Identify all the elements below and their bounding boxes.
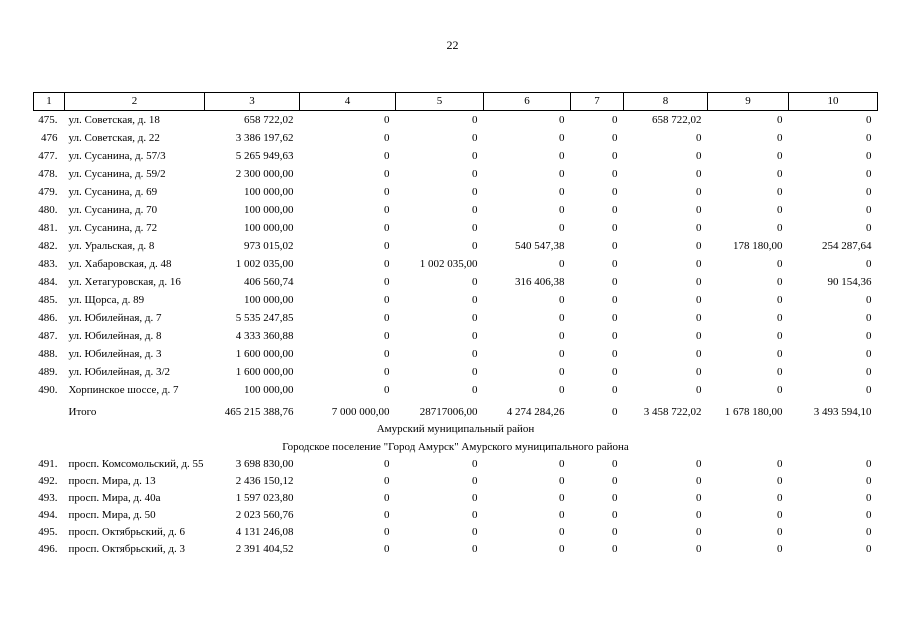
amount-cell-4: 0 — [384, 258, 390, 270]
amount-cell-7: 0 — [612, 543, 618, 555]
total-row — [34, 403, 878, 421]
amount-cell-10: 0 — [866, 492, 872, 504]
amount-cell-7: 0 — [612, 150, 618, 162]
amount-cell-7: 0 — [612, 475, 618, 487]
amount-cell-5: 0 — [472, 204, 478, 216]
table-row — [34, 457, 878, 474]
amount-cell-3: 5 265 949,63 — [235, 150, 294, 162]
amount-cell-7: 0 — [612, 458, 618, 470]
col-header-3: 3 — [205, 93, 300, 111]
total-label: Итого — [68, 406, 97, 418]
table-row — [34, 205, 878, 223]
table-row — [34, 367, 878, 385]
amount-cell-10: 0 — [866, 222, 872, 234]
amount-cell-7: 0 — [612, 384, 618, 396]
amount-cell-8: 0 — [696, 276, 702, 288]
table-row — [34, 525, 878, 542]
amount-cell-7: 0 — [612, 526, 618, 538]
amount-cell-5: 0 — [472, 168, 478, 180]
amount-cell-10: 0 — [866, 186, 872, 198]
table-row — [34, 349, 878, 367]
amount-cell-4: 0 — [384, 366, 390, 378]
table-row — [34, 385, 878, 403]
amount-cell-9: 0 — [777, 150, 783, 162]
col-header-8: 8 — [624, 93, 708, 111]
amount-cell-5: 0 — [472, 366, 478, 378]
amount-cell-6: 0 — [559, 330, 565, 342]
table-row — [34, 241, 878, 259]
amount-cell-9: 0 — [777, 276, 783, 288]
amount-cell-7: 0 — [612, 509, 618, 521]
row-number: 482. — [38, 240, 58, 252]
amount-cell-7: 0 — [612, 294, 618, 306]
table-row — [34, 331, 878, 349]
amount-cell-10: 0 — [866, 114, 872, 126]
address-cell: ул. Сусанина, д. 57/3 — [68, 150, 166, 162]
row-number: 480. — [38, 204, 58, 216]
amount-cell-7: 0 — [612, 204, 618, 216]
amount-cell-10: 0 — [866, 543, 872, 555]
amount-cell-10: 0 — [866, 204, 872, 216]
amount-cell-3: 100 000,00 — [244, 186, 294, 198]
amount-cell-5: 0 — [472, 492, 478, 504]
amount-cell-6: 0 — [559, 132, 565, 144]
address-cell: Хорпинское шоссе, д. 7 — [68, 384, 179, 396]
amount-cell-9: 0 — [777, 168, 783, 180]
amount-cell-10: 0 — [866, 150, 872, 162]
table-row — [34, 187, 878, 205]
row-number: 494. — [38, 509, 58, 521]
amount-cell-7: 0 — [612, 222, 618, 234]
amount-cell-5: 0 — [472, 294, 478, 306]
amount-cell-10: 0 — [866, 330, 872, 342]
amount-cell-8: 0 — [696, 366, 702, 378]
amount-cell-8: 0 — [696, 258, 702, 270]
amount-cell-9: 0 — [777, 258, 783, 270]
amount-cell-3: 3 698 830,00 — [235, 458, 294, 470]
address-cell: ул. Хабаровская, д. 48 — [68, 258, 172, 270]
col-header-6: 6 — [484, 93, 571, 111]
row-number: 485. — [38, 294, 58, 306]
amount-cell-9: 0 — [777, 348, 783, 360]
amount-cell-6: 0 — [559, 168, 565, 180]
table-row — [34, 491, 878, 508]
address-cell: ул. Сусанина, д. 59/2 — [68, 168, 166, 180]
amount-cell-3: 5 535 247,85 — [235, 312, 294, 324]
amount-cell-4: 0 — [384, 312, 390, 324]
amount-cell-3: 100 000,00 — [244, 384, 294, 396]
address-cell: ул. Сусанина, д. 72 — [68, 222, 158, 234]
amount-cell-8: 0 — [696, 186, 702, 198]
amount-cell-9: 0 — [777, 132, 783, 144]
address-cell: ул. Юбилейная, д. 7 — [68, 312, 162, 324]
amount-cell-7: 0 — [612, 132, 618, 144]
total-cell-10: 3 493 594,10 — [813, 406, 872, 418]
amount-cell-9: 0 — [777, 330, 783, 342]
amount-cell-4: 0 — [384, 348, 390, 360]
amount-cell-10: 0 — [866, 509, 872, 521]
address-cell: ул. Юбилейная, д. 3/2 — [68, 366, 171, 378]
table-row — [34, 111, 878, 134]
table-row — [34, 295, 878, 313]
address-cell: просп. Мира, д. 40а — [68, 492, 161, 504]
amount-cell-3: 658 722,02 — [244, 114, 294, 126]
table-row — [34, 133, 878, 151]
table-row — [34, 542, 878, 559]
total-cell-4: 7 000 000,00 — [331, 406, 390, 418]
amount-cell-5: 0 — [472, 114, 478, 126]
amount-cell-5: 0 — [472, 240, 478, 252]
amount-cell-9: 0 — [777, 222, 783, 234]
amount-cell-9: 0 — [777, 509, 783, 521]
amount-cell-6: 0 — [559, 543, 565, 555]
amount-cell-10: 0 — [866, 258, 872, 270]
amount-cell-6: 0 — [559, 312, 565, 324]
amount-cell-6: 0 — [559, 258, 565, 270]
total-cell-7: 0 — [612, 406, 618, 418]
amount-cell-6: 0 — [559, 492, 565, 504]
amount-cell-5: 1 002 035,00 — [419, 258, 478, 270]
table-row — [34, 277, 878, 295]
amount-cell-5: 0 — [472, 330, 478, 342]
amount-cell-6: 0 — [559, 204, 565, 216]
amount-cell-3: 2 023 560,76 — [235, 509, 294, 521]
amount-cell-3: 1 597 023,80 — [235, 492, 294, 504]
amount-cell-9: 0 — [777, 186, 783, 198]
amount-cell-7: 0 — [612, 312, 618, 324]
amount-cell-8: 0 — [696, 204, 702, 216]
row-number: 489. — [38, 366, 58, 378]
amount-cell-3: 973 015,02 — [244, 240, 294, 252]
amount-cell-4: 0 — [384, 294, 390, 306]
amount-cell-9: 0 — [777, 543, 783, 555]
amount-cell-8: 0 — [696, 312, 702, 324]
amount-cell-4: 0 — [384, 168, 390, 180]
amount-cell-8: 0 — [696, 509, 702, 521]
amount-cell-7: 0 — [612, 186, 618, 198]
address-cell: ул. Хетагуровская, д. 16 — [68, 276, 181, 288]
address-cell: ул. Юбилейная, д. 3 — [68, 348, 162, 360]
amount-cell-5: 0 — [472, 458, 478, 470]
column-numbers-header — [34, 93, 878, 111]
address-cell: ул. Уральская, д. 8 — [68, 240, 155, 252]
amount-cell-4: 0 — [384, 330, 390, 342]
amount-cell-6: 0 — [559, 186, 565, 198]
row-number: 481. — [38, 222, 58, 234]
amount-cell-7: 0 — [612, 492, 618, 504]
row-number: 478. — [38, 168, 58, 180]
amount-cell-6: 0 — [559, 509, 565, 521]
amount-cell-8: 0 — [696, 294, 702, 306]
amount-cell-4: 0 — [384, 509, 390, 521]
total-cell-3: 465 215 388,76 — [224, 406, 294, 418]
amount-cell-6: 0 — [559, 150, 565, 162]
amount-cell-5: 0 — [472, 509, 478, 521]
row-number: 491. — [38, 458, 58, 470]
table-row — [34, 508, 878, 525]
amount-cell-5: 0 — [472, 384, 478, 396]
amount-cell-10: 90 154,36 — [827, 276, 872, 288]
col-header-4: 4 — [300, 93, 396, 111]
total-cell-5: 28717006,00 — [419, 406, 478, 418]
table-row — [34, 169, 878, 187]
total-cell-9: 1 678 180,00 — [724, 406, 783, 418]
amount-cell-5: 0 — [472, 312, 478, 324]
address-cell: ул. Щорса, д. 89 — [68, 294, 145, 306]
amount-cell-5: 0 — [472, 186, 478, 198]
amount-cell-3: 406 560,74 — [244, 276, 294, 288]
amount-cell-4: 0 — [384, 186, 390, 198]
amount-cell-3: 4 131 246,08 — [235, 526, 294, 538]
row-number: 493. — [38, 492, 58, 504]
col-header-7: 7 — [571, 93, 624, 111]
amount-cell-9: 178 180,00 — [733, 240, 783, 252]
amount-cell-5: 0 — [472, 526, 478, 538]
amount-cell-8: 0 — [696, 543, 702, 555]
amount-cell-8: 0 — [696, 492, 702, 504]
amount-cell-10: 0 — [866, 348, 872, 360]
table-row — [34, 259, 878, 277]
row-number: 495. — [38, 526, 58, 538]
amount-cell-7: 0 — [612, 168, 618, 180]
amount-cell-6: 0 — [559, 366, 565, 378]
amount-cell-8: 0 — [696, 384, 702, 396]
amount-cell-3: 100 000,00 — [244, 222, 294, 234]
amount-cell-6: 0 — [559, 294, 565, 306]
amount-cell-4: 0 — [384, 475, 390, 487]
address-cell: ул. Сусанина, д. 69 — [68, 186, 158, 198]
amount-cell-9: 0 — [777, 475, 783, 487]
col-header-1: 1 — [34, 93, 65, 111]
amount-cell-6: 0 — [559, 114, 565, 126]
amount-cell-3: 3 386 197,62 — [235, 132, 294, 144]
amount-cell-5: 0 — [472, 348, 478, 360]
amount-cell-3: 2 391 404,52 — [235, 543, 294, 555]
col-header-10: 10 — [789, 93, 878, 111]
address-cell: просп. Мира, д. 50 — [68, 509, 156, 521]
amount-cell-8: 658 722,02 — [652, 114, 702, 126]
col-header-9: 9 — [708, 93, 789, 111]
total-row-number — [34, 403, 65, 421]
amount-cell-8: 0 — [696, 222, 702, 234]
row-number: 477. — [38, 150, 58, 162]
amount-cell-9: 0 — [777, 204, 783, 216]
amount-cell-3: 2 436 150,12 — [235, 475, 294, 487]
address-cell: просп. Октябрьский, д. 6 — [68, 526, 186, 538]
amount-cell-5: 0 — [472, 475, 478, 487]
amount-cell-6: 0 — [559, 384, 565, 396]
table-row — [34, 474, 878, 491]
table-row — [34, 151, 878, 169]
amount-cell-10: 0 — [866, 384, 872, 396]
amount-cell-4: 0 — [384, 240, 390, 252]
amount-cell-10: 254 287,64 — [822, 240, 872, 252]
amount-cell-3: 100 000,00 — [244, 204, 294, 216]
amount-cell-9: 0 — [777, 366, 783, 378]
amount-cell-8: 0 — [696, 168, 702, 180]
amount-cell-10: 0 — [866, 526, 872, 538]
amount-cell-7: 0 — [612, 258, 618, 270]
row-number: 496. — [38, 543, 58, 555]
table-body-settlement — [34, 457, 878, 559]
amount-cell-4: 0 — [384, 543, 390, 555]
amount-cell-7: 0 — [612, 366, 618, 378]
amount-cell-4: 0 — [384, 384, 390, 396]
district-heading: Амурский муниципальный район — [376, 423, 535, 435]
row-number: 479. — [38, 186, 58, 198]
row-number: 490. — [38, 384, 58, 396]
address-cell: ул. Сусанина, д. 70 — [68, 204, 158, 216]
register-table — [33, 92, 878, 559]
col-header-2: 2 — [65, 93, 205, 111]
amount-cell-6: 0 — [559, 222, 565, 234]
total-cell-6: 4 274 284,26 — [506, 406, 565, 418]
amount-cell-4: 0 — [384, 526, 390, 538]
amount-cell-6: 0 — [559, 526, 565, 538]
amount-cell-8: 0 — [696, 150, 702, 162]
amount-cell-5: 0 — [472, 132, 478, 144]
amount-cell-9: 0 — [777, 294, 783, 306]
address-cell: просп. Комсомольский, д. 55 — [68, 458, 204, 470]
amount-cell-3: 2 300 000,00 — [235, 168, 294, 180]
amount-cell-10: 0 — [866, 294, 872, 306]
amount-cell-6: 0 — [559, 458, 565, 470]
amount-cell-5: 0 — [472, 222, 478, 234]
amount-cell-7: 0 — [612, 276, 618, 288]
table-row — [34, 223, 878, 241]
amount-cell-7: 0 — [612, 114, 618, 126]
amount-cell-4: 0 — [384, 222, 390, 234]
row-number: 483. — [38, 258, 58, 270]
amount-cell-9: 0 — [777, 492, 783, 504]
amount-cell-8: 0 — [696, 475, 702, 487]
amount-cell-9: 0 — [777, 114, 783, 126]
amount-cell-10: 0 — [866, 366, 872, 378]
page-number: 22 — [446, 38, 459, 52]
amount-cell-4: 0 — [384, 204, 390, 216]
row-number: 486. — [38, 312, 58, 324]
address-cell: ул. Советская, д. 22 — [68, 132, 160, 144]
amount-cell-9: 0 — [777, 458, 783, 470]
amount-cell-3: 1 002 035,00 — [235, 258, 294, 270]
amount-cell-5: 0 — [472, 150, 478, 162]
amount-cell-9: 0 — [777, 312, 783, 324]
amount-cell-4: 0 — [384, 150, 390, 162]
address-cell: ул. Юбилейная, д. 8 — [68, 330, 162, 342]
amount-cell-6: 0 — [559, 348, 565, 360]
settlement-heading: Городское поселение "Город Амурск" Амурского муниципального района — [282, 441, 629, 453]
amount-cell-4: 0 — [384, 458, 390, 470]
amount-cell-4: 0 — [384, 132, 390, 144]
amount-cell-3: 1 600 000,00 — [235, 348, 294, 360]
district-section-row — [34, 421, 878, 439]
amount-cell-3: 1 600 000,00 — [235, 366, 294, 378]
row-number: 492. — [38, 475, 58, 487]
amount-cell-8: 0 — [696, 526, 702, 538]
row-number: 487. — [38, 330, 58, 342]
table-body — [34, 111, 878, 404]
table-row — [34, 313, 878, 331]
row-number: 475. — [38, 114, 58, 126]
amount-cell-9: 0 — [777, 526, 783, 538]
amount-cell-8: 0 — [696, 132, 702, 144]
amount-cell-10: 0 — [866, 475, 872, 487]
amount-cell-5: 0 — [472, 276, 478, 288]
amount-cell-3: 4 333 360,88 — [235, 330, 294, 342]
settlement-section-row — [34, 439, 878, 457]
total-cell-8: 3 458 722,02 — [643, 406, 702, 418]
amount-cell-6: 540 547,38 — [515, 240, 565, 252]
amount-cell-8: 0 — [696, 330, 702, 342]
amount-cell-9: 0 — [777, 384, 783, 396]
amount-cell-7: 0 — [612, 348, 618, 360]
row-number: 488. — [38, 348, 58, 360]
amount-cell-6: 316 406,38 — [515, 276, 565, 288]
amount-cell-4: 0 — [384, 276, 390, 288]
amount-cell-3: 100 000,00 — [244, 294, 294, 306]
amount-cell-7: 0 — [612, 330, 618, 342]
amount-cell-4: 0 — [384, 492, 390, 504]
totals-and-sections — [34, 403, 878, 457]
col-header-5: 5 — [396, 93, 484, 111]
address-cell: просп. Октябрьский, д. 3 — [68, 543, 186, 555]
amount-cell-6: 0 — [559, 475, 565, 487]
amount-cell-4: 0 — [384, 114, 390, 126]
address-cell: просп. Мира, д. 13 — [68, 475, 156, 487]
row-number: 484. — [38, 276, 58, 288]
amount-cell-10: 0 — [866, 168, 872, 180]
amount-cell-10: 0 — [866, 132, 872, 144]
amount-cell-5: 0 — [472, 543, 478, 555]
amount-cell-10: 0 — [866, 312, 872, 324]
row-number: 476 — [41, 132, 58, 144]
address-cell: ул. Советская, д. 18 — [68, 114, 160, 126]
amount-cell-7: 0 — [612, 240, 618, 252]
amount-cell-8: 0 — [696, 240, 702, 252]
amount-cell-8: 0 — [696, 348, 702, 360]
amount-cell-8: 0 — [696, 458, 702, 470]
amount-cell-10: 0 — [866, 458, 872, 470]
